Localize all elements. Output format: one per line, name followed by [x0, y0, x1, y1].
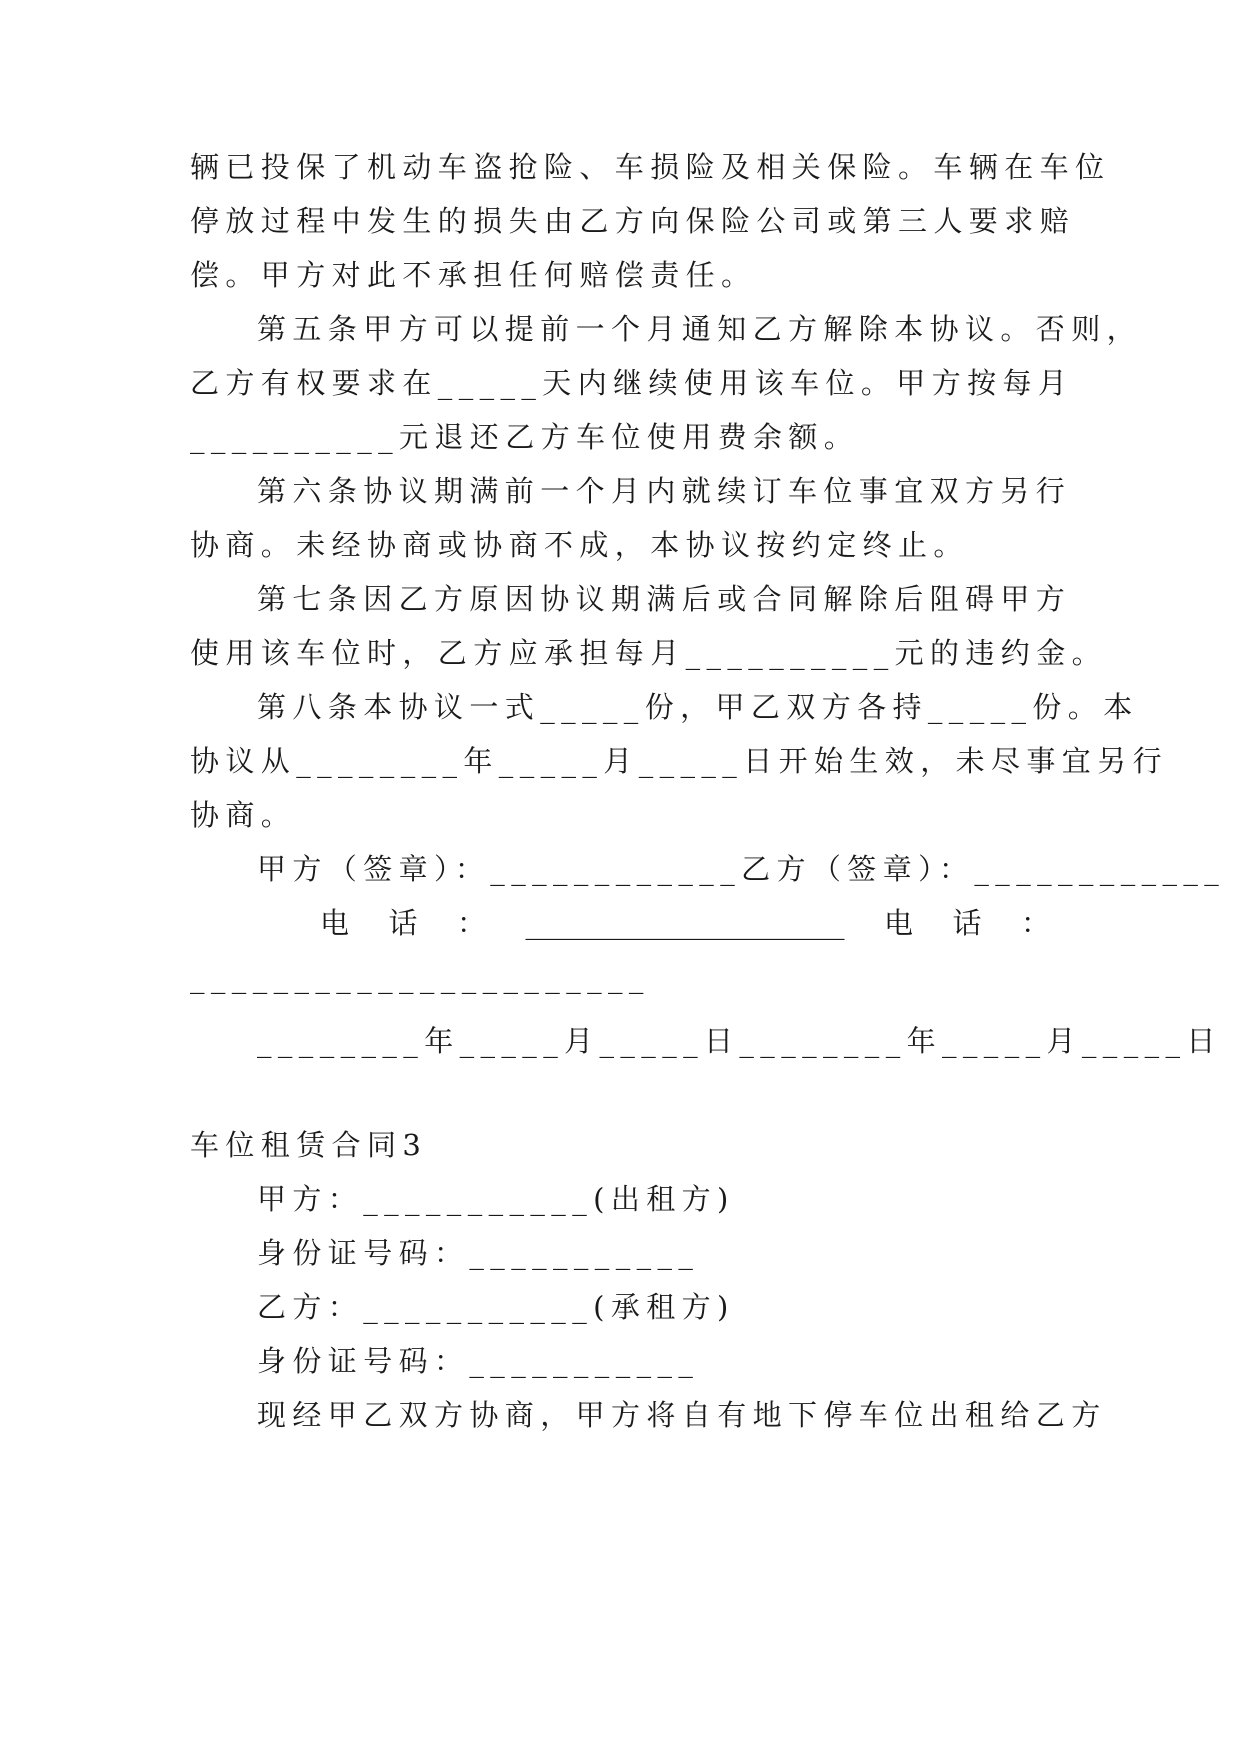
- phone-a-char-1: 电: [320, 906, 350, 940]
- phone-a-char-2: 话: [388, 906, 418, 940]
- phone-a-blank: ______________________: [525, 906, 845, 940]
- article-8-line-3: 协商。: [190, 798, 297, 832]
- article-8-line-2: 协议从________年_____月_____日开始生效，未尽事宜另行: [190, 744, 1169, 778]
- party-b-line: 乙方：___________(承租方): [257, 1290, 735, 1324]
- phone-b-colon: ：: [1020, 906, 1050, 940]
- article-4-line-3: 偿。甲方对此不承担任何赔偿责任。: [190, 258, 757, 292]
- article-6-line-2: 协商。未经协商或协商不成，本协议按约定终止。: [190, 528, 969, 562]
- id-number-a: 身份证号码：___________: [257, 1236, 700, 1270]
- signature-line: 甲方（签章）：____________乙方（签章）：____________: [257, 852, 1226, 886]
- id-number-b: 身份证号码：___________: [257, 1344, 700, 1378]
- article-8-line-1: 第八条本协议一式_____份，甲乙双方各持_____份。本: [257, 690, 1139, 724]
- article-5-line-1: 第五条甲方可以提前一个月通知乙方解除本协议。否则，: [257, 312, 1143, 346]
- phone-b-char-1: 电: [883, 906, 913, 940]
- party-a-line: 甲方：___________(出租方): [257, 1182, 735, 1216]
- article-4-line-2: 停放过程中发生的损失由乙方向保险公司或第三人要求赔: [190, 204, 1076, 238]
- article-7-line-2: 使用该车位时，乙方应承担每月__________元的违约金。: [190, 636, 1108, 670]
- article-5-line-2: 乙方有权要求在_____天内继续使用该车位。甲方按每月: [190, 366, 1074, 400]
- phone-row: [320, 894, 1050, 952]
- article-4-line-1: 辆已投保了机动车盗抢险、车损险及相关保险。车辆在车位: [190, 150, 1111, 184]
- phone-b-blank: ______________________: [190, 960, 650, 994]
- phone-b-char-2: 话: [952, 906, 982, 940]
- date-line: ________年_____月_____日________年_____月_____日: [257, 1024, 1222, 1058]
- article-7-line-1: 第七条因乙方原因协议期满后或合同解除后阻碍甲方: [257, 582, 1072, 616]
- contract-3-intro: 现经甲乙双方协商，甲方将自有地下停车位出租给乙方: [257, 1398, 1107, 1432]
- phone-a-colon: ：: [457, 906, 487, 940]
- article-5-line-3: __________元退还乙方车位使用费余额。: [190, 420, 860, 454]
- contract-3-title: 车位租赁合同3: [190, 1128, 428, 1162]
- article-6-line-1: 第六条协议期满前一个月内就续订车位事宜双方另行: [257, 474, 1072, 508]
